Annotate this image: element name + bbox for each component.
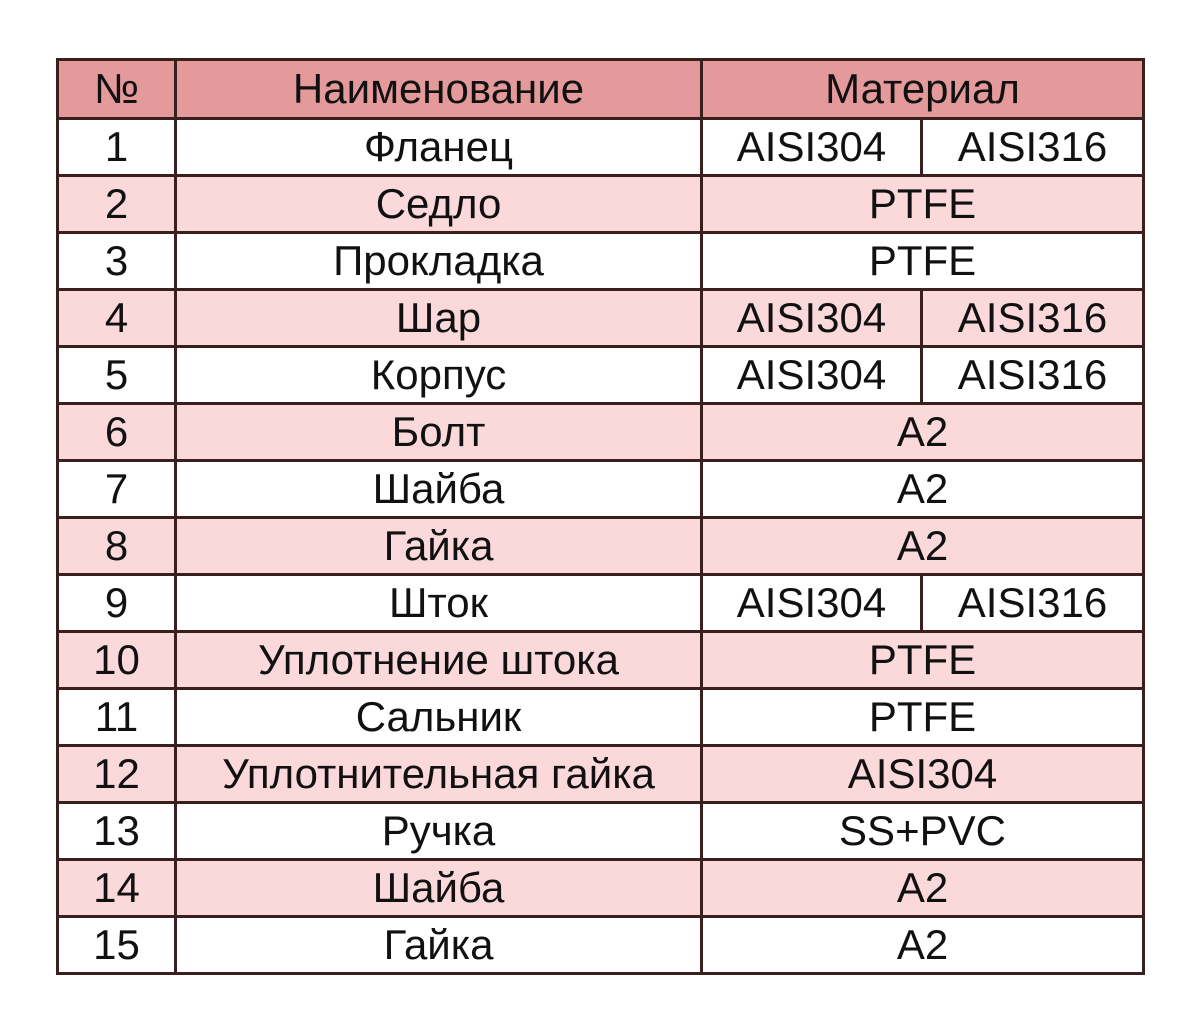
table-row — [58, 176, 1144, 233]
part-name: Шток — [176, 575, 702, 632]
material-value: AISI304 — [702, 575, 922, 632]
material-value: AISI304 — [702, 119, 922, 176]
material-value: AISI316 — [922, 119, 1144, 176]
material-value: PTFE — [702, 233, 1144, 290]
table-header — [58, 60, 1144, 119]
material-value: A2 — [702, 860, 1144, 917]
material-value: AISI316 — [922, 347, 1144, 404]
table-row — [58, 632, 1144, 689]
row-number: 4 — [58, 290, 176, 347]
table-row — [58, 404, 1144, 461]
row-number: 10 — [58, 632, 176, 689]
row-number: 8 — [58, 518, 176, 575]
parts-materials-table — [56, 58, 1145, 975]
table-row — [58, 689, 1144, 746]
table-row — [58, 461, 1144, 518]
part-name: Прокладка — [176, 233, 702, 290]
part-name: Корпус — [176, 347, 702, 404]
table-row — [58, 518, 1144, 575]
row-number: 2 — [58, 176, 176, 233]
header-row — [58, 60, 1144, 119]
material-value: AISI316 — [922, 575, 1144, 632]
part-name: Шайба — [176, 461, 702, 518]
row-number: 12 — [58, 746, 176, 803]
table-row — [58, 917, 1144, 974]
header-number: № — [58, 60, 176, 119]
material-value: A2 — [702, 518, 1144, 575]
table-row — [58, 233, 1144, 290]
material-value: PTFE — [702, 176, 1144, 233]
part-name: Гайка — [176, 518, 702, 575]
table-row — [58, 803, 1144, 860]
row-number: 14 — [58, 860, 176, 917]
part-name: Уплотнительная гайка — [176, 746, 702, 803]
part-name: Уплотнение штока — [176, 632, 702, 689]
part-name: Ручка — [176, 803, 702, 860]
material-value: AISI304 — [702, 347, 922, 404]
material-value: A2 — [702, 917, 1144, 974]
part-name: Фланец — [176, 119, 702, 176]
table-row — [58, 290, 1144, 347]
material-value: PTFE — [702, 689, 1144, 746]
part-name: Сальник — [176, 689, 702, 746]
material-value: A2 — [702, 404, 1144, 461]
row-number: 1 — [58, 119, 176, 176]
row-number: 15 — [58, 917, 176, 974]
part-name: Гайка — [176, 917, 702, 974]
table-body — [58, 119, 1144, 974]
part-name: Болт — [176, 404, 702, 461]
row-number: 11 — [58, 689, 176, 746]
material-value: AISI316 — [922, 290, 1144, 347]
table-row — [58, 119, 1144, 176]
table-row — [58, 746, 1144, 803]
part-name: Седло — [176, 176, 702, 233]
material-value: AISI304 — [702, 746, 1144, 803]
header-material: Материал — [702, 60, 1144, 119]
material-value: A2 — [702, 461, 1144, 518]
row-number: 7 — [58, 461, 176, 518]
header-name: Наименование — [176, 60, 702, 119]
row-number: 3 — [58, 233, 176, 290]
row-number: 6 — [58, 404, 176, 461]
table-row — [58, 860, 1144, 917]
row-number: 13 — [58, 803, 176, 860]
part-name: Шар — [176, 290, 702, 347]
material-value: PTFE — [702, 632, 1144, 689]
row-number: 5 — [58, 347, 176, 404]
material-value: AISI304 — [702, 290, 922, 347]
table-row — [58, 347, 1144, 404]
material-value: SS+PVC — [702, 803, 1144, 860]
row-number: 9 — [58, 575, 176, 632]
part-name: Шайба — [176, 860, 702, 917]
table-row — [58, 575, 1144, 632]
